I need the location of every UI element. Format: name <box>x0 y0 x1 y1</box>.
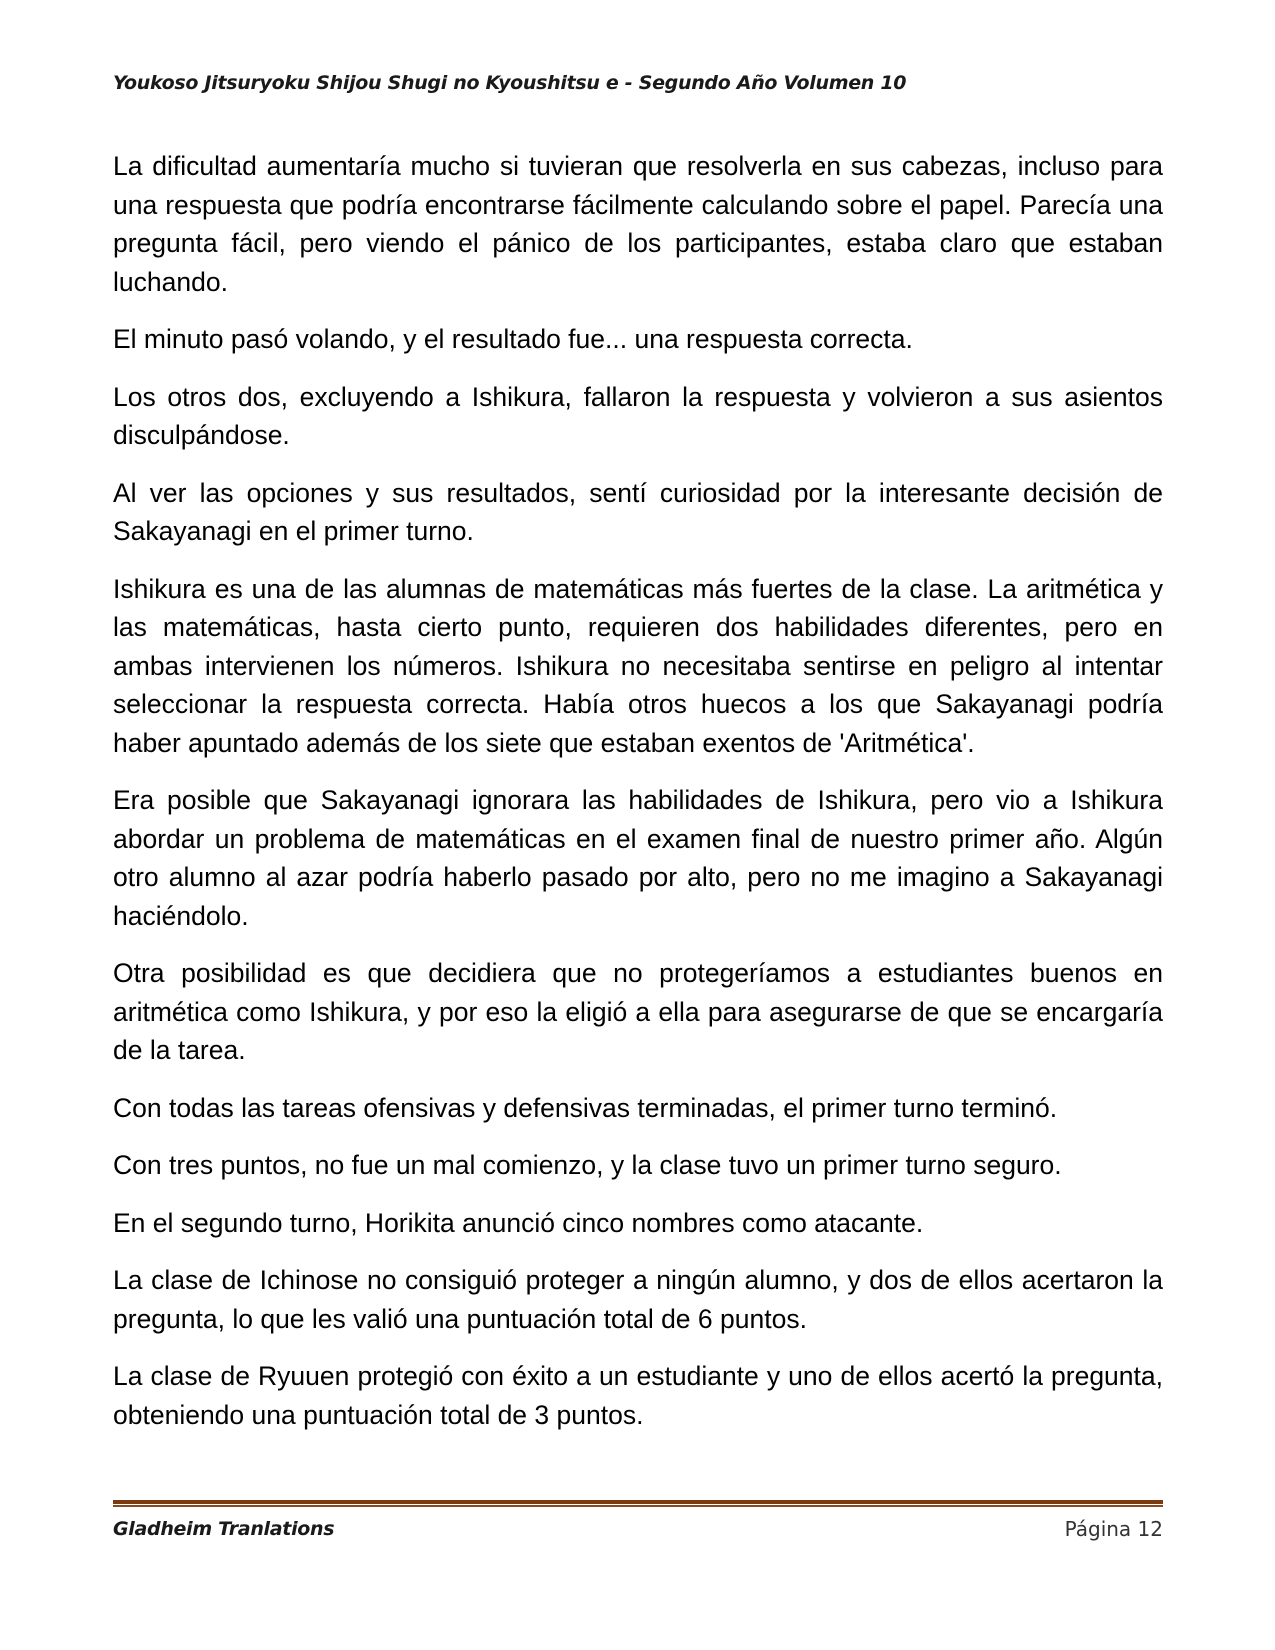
running-header: Youkoso Jitsuryoku Shijou Shugi no Kyoushitsu e - Segundo Año Volumen 10 <box>113 72 907 94</box>
paragraph: La clase de Ichinose no consiguió proteger a ningún alumno, y dos de ellos acertaron la pregunta, lo que les valió una puntuación total de 6 puntos. <box>113 1265 1163 1334</box>
paragraph: Al ver las opciones y sus resultados, sentí curiosidad por la interesante decisión de Sakayanagi en el primer turno. <box>113 477 1163 546</box>
paragraph: Ishikura es una de las alumnas de matemáticas más fuertes de la clase. La aritmética y las matemáticas, hasta cierto punto, requieren dos habilidades diferentes, pero en ambas intervienen los números. Ishikura no necesitaba sentirse en peligro al intentar seleccionar la respuesta correcta. Había otros huecos a los que Sakayanagi podría haber apuntado además de los siete que estaban exentos de 'Aritmética'. <box>113 573 1163 758</box>
paragraph: Otra posibilidad es que decidiera que no protegeríamos a estudiantes buenos en aritmética como Ishikura, y por eso la eligió a ella para asegurarse de que se encargaría de la tarea. <box>113 958 1163 1065</box>
footer-divider-thick <box>113 1500 1163 1504</box>
paragraph: Los otros dos, excluyendo a Ishikura, fallaron la respuesta y volvieron a sus asientos disculpándose. <box>113 381 1163 450</box>
paragraph: El minuto pasó volando, y el resultado fue... una respuesta correcta. <box>113 324 913 354</box>
paragraph: Con tres puntos, no fue un mal comienzo, y la clase tuvo un primer turno seguro. <box>113 1150 1062 1180</box>
footer-divider <box>113 1500 1163 1507</box>
footer-divider-thin <box>113 1505 1163 1507</box>
paragraph: La dificultad aumentaría mucho si tuvieran que resolverla en sus cabezas, incluso para una respuesta que podría encontrarse fácilmente calculando sobre el papel. Parecía una pregunta fácil, pero viendo el pánico de los participantes, estaba claro que estaban luchando. <box>113 151 1163 297</box>
paragraph: En el segundo turno, Horikita anunció cinco nombres como atacante. <box>113 1207 924 1238</box>
paragraph: Con todas las tareas ofensivas y defensivas terminadas, el primer turno terminó. <box>113 1092 1058 1123</box>
paragraph: La clase de Ryuuen protegió con éxito a un estudiante y uno de ellos acertó la pregunta, obteniendo una puntuación total de 3 puntos. <box>113 1361 1163 1430</box>
body-text <box>113 147 1163 1453</box>
page-number: Página 12 <box>1064 1517 1163 1541</box>
paragraph: Era posible que Sakayanagi ignorara las habilidades de Ishikura, pero vio a Ishikura abordar un problema de matemáticas en el examen final de nuestro primer año. Algún otro alumno al azar podría haberlo pasado por alto, pero no me imagino a Sakayanagi haciéndolo. <box>113 785 1163 931</box>
footer-credit: Gladheim Tranlations <box>113 1518 335 1540</box>
